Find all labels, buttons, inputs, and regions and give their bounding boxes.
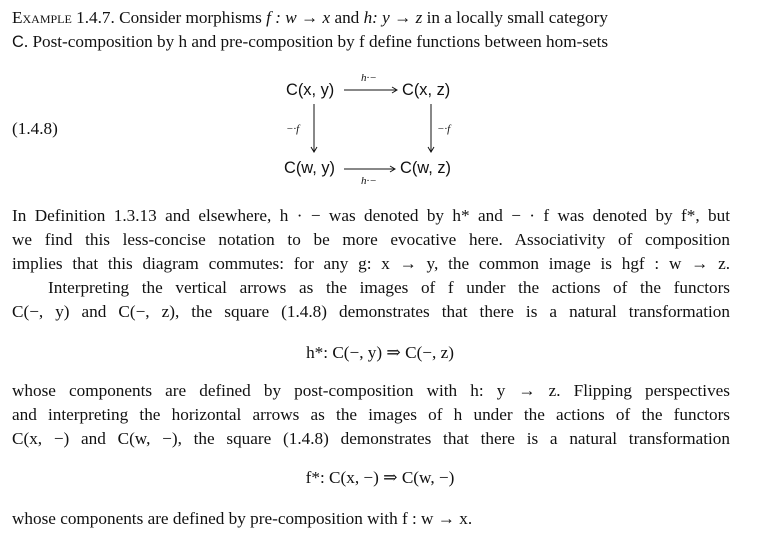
bottom-arrow-label: h·− [361,175,377,187]
h-signature: h: y → z [363,8,423,27]
paragraph-3-line-2: and interpreting the horizontal arrows as the images of h under the actions of the functors [12,405,730,424]
right-arrow-label: −·f [437,123,451,135]
intro-text-end: in a locally small category [422,8,608,27]
equation-label: (1.4.8) [12,119,58,138]
example-label: Example 1.4.7. [12,8,115,27]
paragraph-2-line-1: Interpreting the vertical arrows as the images of f under the actions of the functors [48,278,730,297]
category-symbol: C [12,33,24,51]
paragraph-1-line-3: implies that this diagram commutes: for any g: x → y, the common image is hgf : w → z. [12,254,730,273]
node-top-right: C(x, z) [402,81,451,99]
paragraph-2-line-2: C(−, y) and C(−, z), the square (1.4.8) demonstrates that there is a natural transformation [12,302,730,321]
left-arrow-label: −·f [286,123,300,135]
paragraph-4: whose components are defined by pre-composition with f : w → x. [12,509,473,528]
intro-line-2-text: . Post-composition by h and pre-composition by f define functions between hom-sets [23,32,609,51]
display-equation-1: h*: C(−, y) ⇒ C(−, z) [306,343,454,362]
node-top-left: C(x, y) [286,81,335,99]
top-arrow-label: h·− [361,72,377,84]
node-bottom-right: C(w, z) [400,159,451,177]
and-text: and [330,8,364,27]
f-signature: f : w → x [266,8,331,27]
paragraph-3-line-3: C(x, −) and C(w, −), the square (1.4.8) demonstrates that there is a natural transformation [12,429,730,448]
paragraph-1-line-1: In Definition 1.3.13 and elsewhere, h · − was denoted by h* and − · f was denoted by f*, but [12,206,730,225]
paragraph-1-line-2: we find this less-concise notation to be more evocative here. Associativity of composition [12,230,730,249]
display-equation-2: f*: C(x, −) ⇒ C(w, −) [305,468,455,487]
paragraph-3-line-1: whose components are defined by post-composition with h: y → z. Flipping perspectives [12,381,730,400]
intro-text: Consider morphisms [119,8,267,27]
node-bottom-left: C(w, y) [284,159,335,177]
